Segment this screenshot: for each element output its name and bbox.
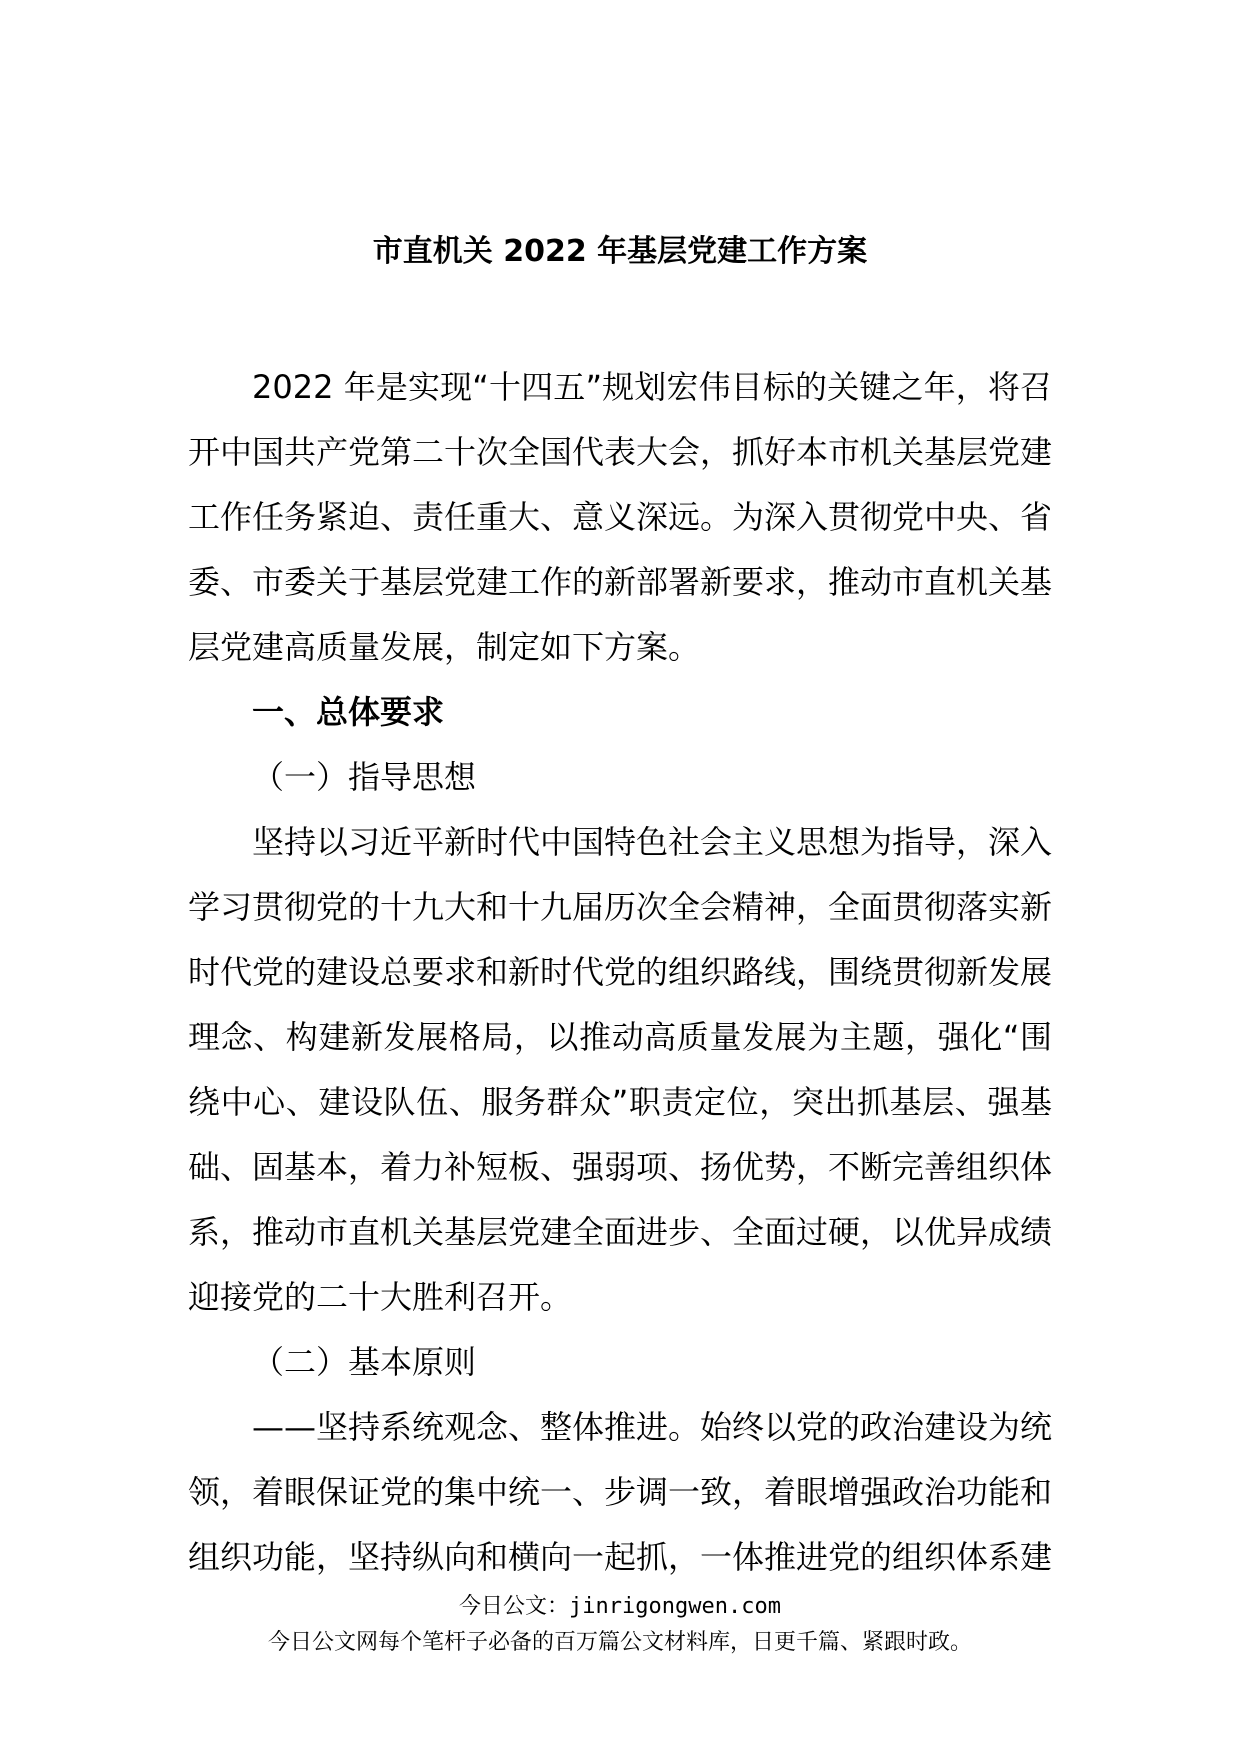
subsection-heading-guiding-thought: （一）指导思想 (252, 758, 477, 796)
footer-label: 今日公文： (459, 1594, 570, 1619)
footer-site-line (0, 1592, 1240, 1622)
footer-slogan: 今日公文网每个笔杆子必备的百万篇公文材料库，日更千篇、紧跟时政。 (267, 1630, 972, 1655)
guiding-thought-paragraph: 坚持以习近平新时代中国特色社会主义思想为指导，深入学习贯彻党的十九大和十九届历次全会精神，全面贯彻落实新时代党的建设总要求和新时代党的组织路线，围绕贯彻新发展理念、构建新发展格局，以推动高质量发展为主题，强化“围绕中心、建设队伍、服务群众”职责定位，突出抓基层、强基础、固基本，着力补短板、强弱项、扬优势，不断完善组织体系，推动市直机关基层党建全面进步、全面过硬，以优异成绩迎接党的二十大胜利召开。 (188, 823, 1053, 1316)
intro-paragraph: 2022 年是实现“十四五”规划宏伟目标的关键之年，将召开中国共产党第二十次全国代表大会，抓好本市机关基层党建工作任务紧迫、责任重大、意义深远。为深入贯彻党中央、省委、市委关于基层党建工作的新部署新要求，推动市直机关基层党建高质量发展，制定如下方案。 (188, 368, 1053, 666)
document-body (188, 355, 1052, 1590)
footer-url-link[interactable]: jinrigongwen.com (569, 1594, 781, 1619)
document-title: 市直机关 2022 年基层党建工作方案 (372, 234, 868, 269)
basic-principles-paragraph: ——坚持系统观念、整体推进。始终以党的政治建设为统领，着眼保证党的集中统一、步调一致，着眼增强政治功能和组织功能，坚持纵向和横向一起抓，一体推进党的组织体系建 (188, 1408, 1053, 1576)
section-heading-general-requirements: 一、总体要求 (252, 693, 445, 731)
subsection-heading-basic-principles: （二）基本原则 (252, 1343, 477, 1381)
